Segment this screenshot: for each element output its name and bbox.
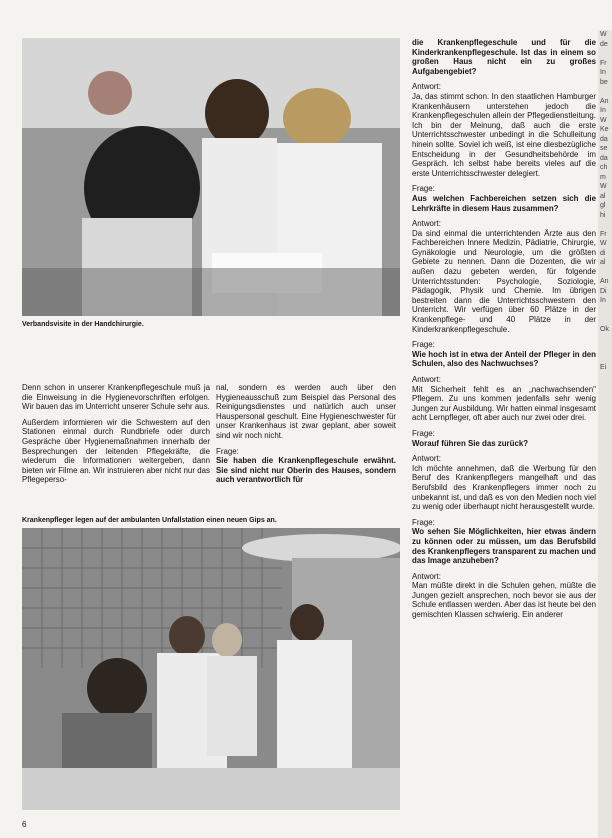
edge-text-fragment (600, 315, 612, 325)
edge-text-fragment: W (600, 116, 607, 124)
edge-text-fragment: Ei (600, 363, 607, 371)
edge-text-fragment: di (600, 249, 606, 257)
edge-text-fragment: al (600, 192, 606, 200)
answer-label: Antwort: (412, 219, 441, 229)
answer: Ich möchte annehmen, daß die Werbung für den Beruf des Krankenpflegers mangelhaft und das Berufsbild des Krankenpflegers immer noch zu unbekannt ist, und daß es von den Medien noch viel zu wenig oder überhaupt nicht herausgestellt wurde. (412, 463, 596, 512)
photo-illustration (22, 528, 400, 810)
question-label: Frage: (412, 428, 435, 438)
question-label: Frage: (412, 517, 435, 527)
edge-text-fragment (600, 220, 612, 230)
answer: Da sind einmal die unterrichtenden Ärzte aus den Fachbereichen Innere Medizin, Pädiatrie, Chirurgie, Gynäkologie und Neurologie, um die größten Gebiete zu nennen. Dann die Dozenten, die wir außen dazu gebeten werden, für folgende Unterrichtsstunden: Psychologie, Soziologie, Pädagogik, Physik und Chemie. Im übrigen bestreiten dann die Unterrichtsschwestern den Unterricht. Wir verfügen über 60 Plätze in der Krankenpflege- und 40 Plätze in der Kinderkrankenpflegeschule. (412, 228, 596, 334)
caption-bottom: Krankenpfleger legen auf der ambulanten Unfallstation einen neuen Gips an. (22, 517, 277, 524)
edge-text-fragment: In (600, 297, 606, 304)
edge-text-fragment: An (600, 97, 609, 105)
question: Wie hoch ist in etwa der Anteil der Pfleger in den Schulen, also des Nachwuchses? (412, 349, 596, 369)
edge-text-fragment: se (600, 145, 608, 152)
edge-text-fragment: Ok (600, 325, 609, 333)
paragraph: Außerdem informieren wir die Schwestern auf den Stationen einmal durch Rundbriefe oder durch Gespräche über Hygienemaßnahmen innerhalb der Besprechungen der leitenden Pflegekräfte, die wiederum die Informationen weitergeben, dann bieten wir Filme an. Wir instruieren aber nicht nur das Pflegeperso- (22, 417, 210, 485)
edge-text-fragment (600, 334, 612, 344)
text-column-1 (22, 383, 210, 491)
answer: Man müßte direkt in die Schulen gehen, müßte die Jungen gezielt ansprechen, noch bevor sie aus der Schule entlassen werden. Aber das ist heute bei den gemischten Klassen schwierig. Ein anderer (412, 581, 596, 620)
answer-label: Antwort: (412, 454, 441, 464)
edge-text-fragment (600, 87, 612, 97)
edge-text-fragment (600, 49, 612, 59)
question: die Krankenpflegeschule und für die Kinderkrankenpflegeschule. Ist das in einem so großen Haus nicht ein zu großes Aufgabengebiet? (412, 38, 596, 76)
answer-label: Antwort: (412, 82, 441, 92)
page-number: 6 (22, 820, 27, 829)
edge-text-fragment: Di (600, 287, 607, 295)
edge-text-fragment: hi (600, 211, 606, 219)
question: Sie haben die Krankenpflegeschule erwähnt. Sie sind nicht nur Oberin des Hauses, sondern auch verantwortlich für (216, 456, 396, 485)
caption-top: Verbandsvisite in der Handchirurgie. (22, 321, 144, 328)
edge-text-fragment: An (600, 278, 609, 285)
question: Aus welchen Fachbereichen setzen sich die Lehrkräfte in diesem Haus zusammen? (412, 193, 596, 213)
edge-text-fragment: m (600, 173, 606, 181)
edge-text-fragment: Fr (600, 59, 607, 67)
edge-text-fragment: W (600, 240, 607, 247)
next-page-edge (598, 30, 612, 838)
answer-label: Antwort: (412, 375, 441, 384)
answer: Ja, das stimmt schon. In den staatlichen Hamburger Krankenhäusern unterstehen jedoch die Krankenpflegeschulen allein der Pflegedienstleitung. Ich bin der Meinung, daß auch die erste Unterrichtsschwester unbedingt in die Schulleitung hinein sollte. Soviel ich weiß, ist eine diesbezügliche Entscheidung in der Gesundheitsbehörde im Gespräch. Ich selbst habe bereits vieles auf die erste Unterrichtsschwester delegiert. (412, 91, 596, 178)
answer-label: Antwort: (412, 571, 441, 581)
answer: Mit Sicherheit fehlt es an „nachwachsenden" Pflegern. Zu uns kommen jedenfalls sehr wenig Jungen zur Ausbildung. Wir hatten einmal insgesamt acht Lernpfleger, oft aber auch nur zwei oder drei. (412, 384, 596, 423)
question: Worauf führen Sie das zurück? (412, 438, 529, 448)
text-column-3 (412, 38, 596, 626)
paragraph: Denn schon in unserer Krankenpflegeschule muß ja die Einweisung in die Hygienevorschriften erfolgen. Wir bauen das im Unterricht unserer Schule sehr aus. (22, 383, 210, 412)
edge-text-fragment: Fr (600, 230, 607, 238)
question-label: Frage: (216, 446, 239, 456)
edge-text-fragment (600, 306, 612, 316)
edge-text-fragment: W (600, 31, 607, 38)
edge-text-fragment: de (600, 40, 608, 48)
photo-illustration (22, 38, 400, 316)
edge-text-fragment: W (600, 183, 607, 190)
edge-text-fragment (600, 353, 612, 363)
photo-cast-application (22, 528, 400, 810)
edge-text-fragment: In (600, 107, 606, 114)
edge-text-fragment: al (600, 259, 606, 266)
edge-text-fragment: da (600, 154, 608, 162)
edge-text-fragment (600, 268, 612, 278)
edge-text-fragment: gl (600, 202, 606, 209)
photo-nurses-bandaging (22, 38, 400, 316)
question-label: Frage: (412, 184, 435, 194)
question-label: Frage: (412, 340, 435, 350)
edge-text-fragment: In (600, 69, 606, 76)
edge-text-fragment: Ke (600, 126, 609, 133)
paragraph: nal, sondern es werden auch über den Hygieneausschuß zum Beispiel das Personal des Reinigungsdienstes und natürlich auch unser Hauspersonal geschult. Eine Hygieneschwester für unser Krankenhaus ist zwar geplant, aber soweit sind wir noch nicht. (216, 383, 396, 440)
edge-text-fragment: be (600, 78, 608, 86)
edge-text-fragment: ch (600, 164, 608, 171)
text-column-2 (216, 383, 396, 491)
edge-text-fragment (600, 344, 612, 354)
question: Wo sehen Sie Möglichkeiten, hier etwas ändern zu können oder zu müssen, um das Berufsbild des Krankenpflegers transparent zu machen und das Image anzuheben? (412, 527, 596, 566)
edge-text-fragment: da (600, 135, 608, 143)
